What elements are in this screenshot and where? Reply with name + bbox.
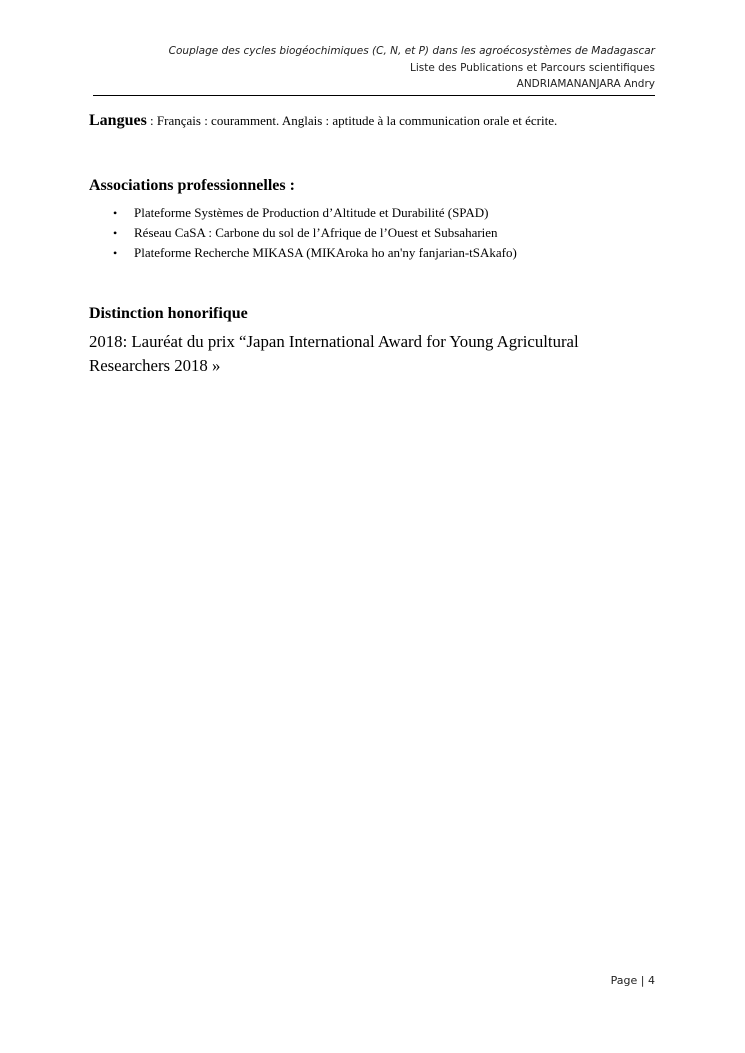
list-item-text: Plateforme Recherche MIKASA (MIKAroka ho an'ny fanjarian-tSAkafo) bbox=[134, 245, 517, 260]
header-author: ANDRIAMANANJARA Andry bbox=[516, 78, 655, 90]
list-item bbox=[89, 243, 659, 263]
bullet-icon: • bbox=[113, 246, 118, 260]
associations-list bbox=[89, 203, 659, 263]
associations-heading: Associations professionnelles : bbox=[89, 177, 295, 194]
page-number: Page | 4 bbox=[610, 974, 655, 987]
page-body bbox=[89, 108, 659, 378]
bullet-icon: • bbox=[113, 206, 118, 220]
languages-text: : Français : couramment. Anglais : aptitude à la communication orale et écrite. bbox=[146, 113, 558, 128]
header-divider bbox=[93, 95, 655, 96]
list-item bbox=[89, 223, 659, 243]
bullet-icon: • bbox=[113, 226, 118, 240]
distinction-text: 2018: Lauréat du prix “Japan International Award for Young Agricultural Researchers 2018 » bbox=[89, 332, 579, 375]
languages-paragraph bbox=[89, 108, 659, 134]
list-item-text: Réseau CaSA : Carbone du sol de l’Afrique de l’Ouest et Subsaharien bbox=[134, 225, 498, 240]
header-subtitle: Liste des Publications et Parcours scientifiques bbox=[410, 61, 655, 74]
distinction-heading: Distinction honorifique bbox=[89, 305, 248, 322]
languages-label: Langues bbox=[89, 112, 147, 129]
list-item bbox=[89, 203, 659, 223]
list-item-text: Plateforme Systèmes de Production d’Altitude et Durabilité (SPAD) bbox=[134, 205, 489, 220]
header-title: Couplage des cycles biogéochimiques (C, N, et P) dans les agroécosystèmes de Madagascar bbox=[168, 45, 655, 57]
page-header bbox=[93, 43, 655, 93]
